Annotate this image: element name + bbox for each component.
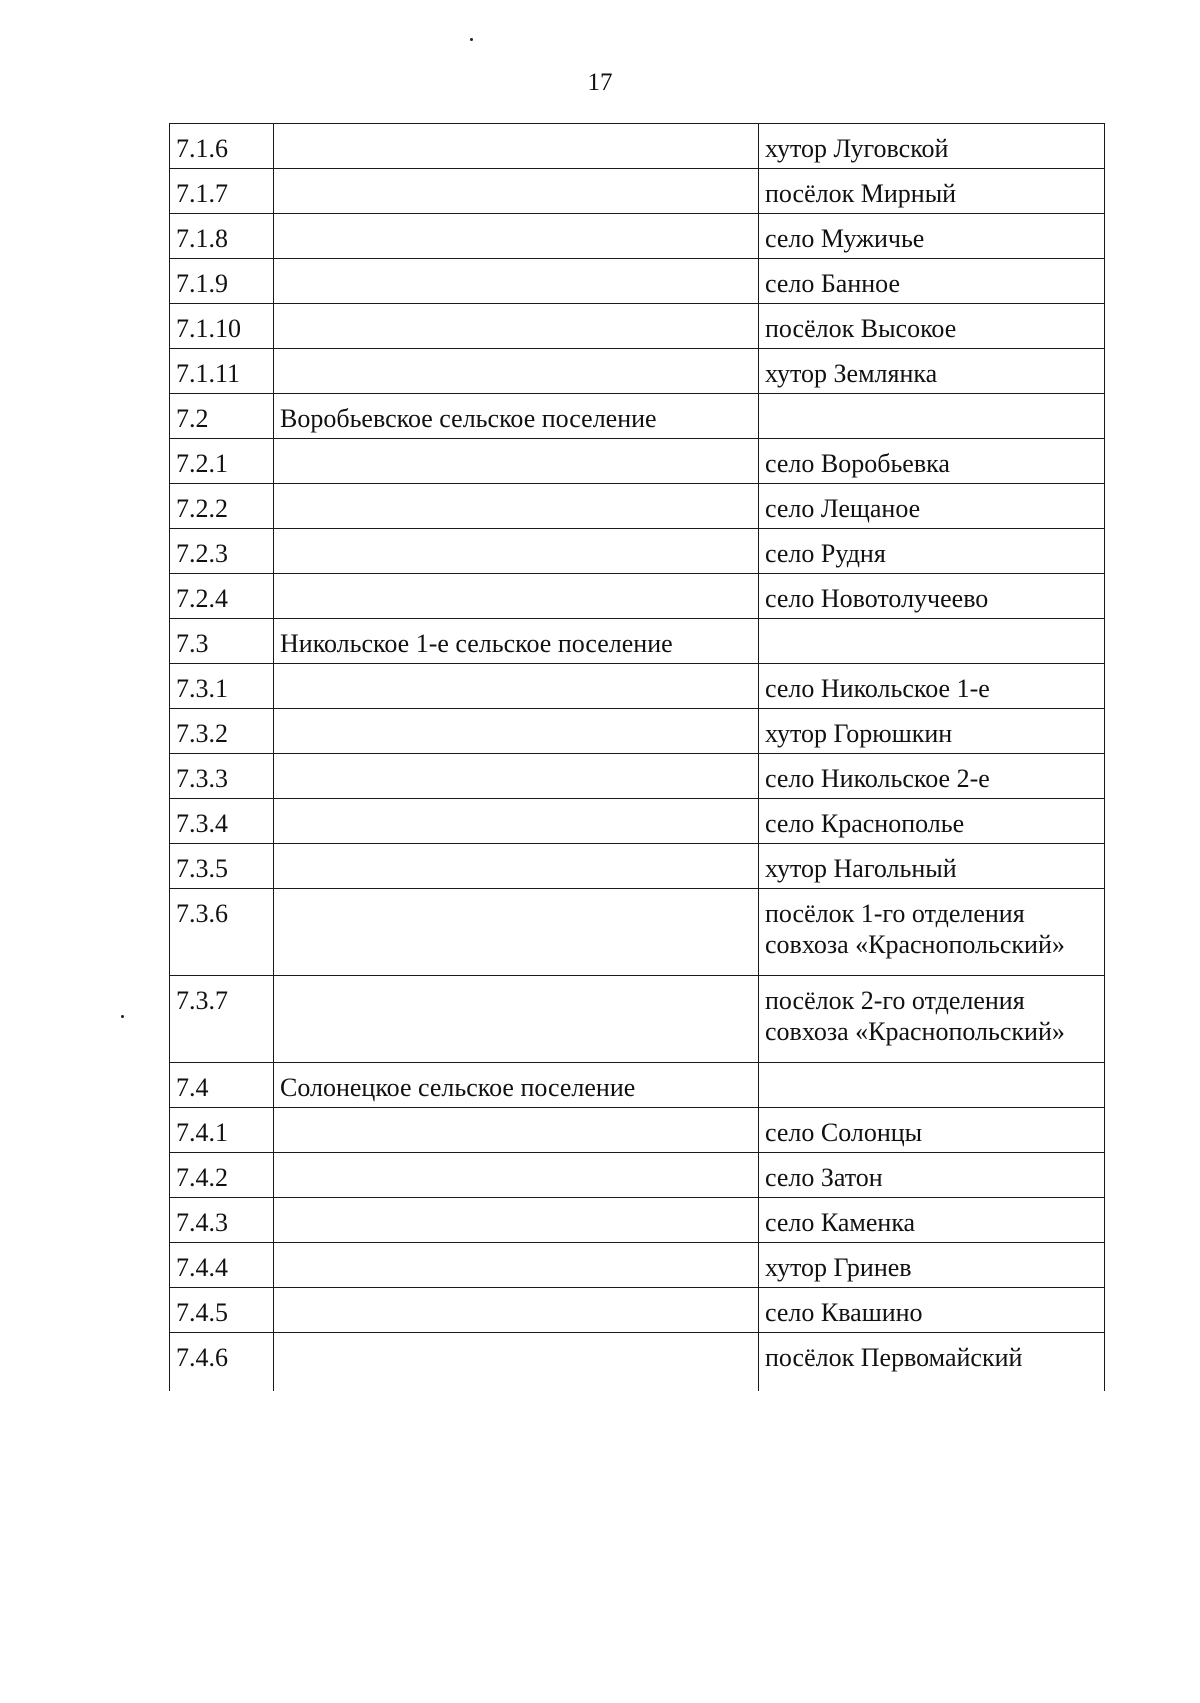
settlement-name xyxy=(274,889,759,976)
scan-speck xyxy=(121,1015,124,1018)
settlement-name xyxy=(274,1153,759,1198)
locality-name: село Воробьевка xyxy=(759,439,1105,484)
settlement-name: Никольское 1-е сельское поселение xyxy=(274,619,759,664)
locality-name: хутор Луговской xyxy=(759,124,1105,169)
locality-name: село Квашино xyxy=(759,1288,1105,1333)
locality-name: хутор Горюшкин xyxy=(759,709,1105,754)
row-code: 7.3.1 xyxy=(170,664,274,709)
locality-name xyxy=(759,619,1105,664)
row-code: 7.4.2 xyxy=(170,1153,274,1198)
settlement-name xyxy=(274,1198,759,1243)
locality-name: село Солонцы xyxy=(759,1108,1105,1153)
table-row xyxy=(170,169,1105,214)
row-code: 7.3 xyxy=(170,619,274,664)
row-code: 7.1.7 xyxy=(170,169,274,214)
settlement-name xyxy=(274,664,759,709)
row-code: 7.3.6 xyxy=(170,889,274,976)
locality-name: село Никольское 2-е xyxy=(759,754,1105,799)
settlement-name: Солонецкое сельское поселение xyxy=(274,1063,759,1108)
locality-name: село Краснополье xyxy=(759,799,1105,844)
table-row xyxy=(170,844,1105,889)
table-row xyxy=(170,529,1105,574)
row-code: 7.2.1 xyxy=(170,439,274,484)
table-row xyxy=(170,574,1105,619)
table-row xyxy=(170,664,1105,709)
settlement-name xyxy=(274,1333,759,1391)
settlement-name xyxy=(274,349,759,394)
settlement-name xyxy=(274,754,759,799)
row-code: 7.1.8 xyxy=(170,214,274,259)
settlement-name xyxy=(274,574,759,619)
locality-name: село Новотолучеево xyxy=(759,574,1105,619)
table-row-settlement-heading xyxy=(170,619,1105,664)
table-row xyxy=(170,484,1105,529)
locality-name: хутор Гринев xyxy=(759,1243,1105,1288)
table-row xyxy=(170,1153,1105,1198)
locality-name: посёлок Мирный xyxy=(759,169,1105,214)
row-code: 7.2.4 xyxy=(170,574,274,619)
locality-name: хутор Нагольный xyxy=(759,844,1105,889)
row-code: 7.1.10 xyxy=(170,304,274,349)
page-number: 17 xyxy=(587,69,613,96)
table-row xyxy=(170,1198,1105,1243)
settlement-name xyxy=(274,214,759,259)
row-code: 7.4.1 xyxy=(170,1108,274,1153)
settlement-name xyxy=(274,1108,759,1153)
table-row xyxy=(170,259,1105,304)
settlement-name xyxy=(274,124,759,169)
settlement-name xyxy=(274,529,759,574)
table-row xyxy=(170,1243,1105,1288)
locality-name xyxy=(759,394,1105,439)
locality-name: посёлок Первомайский xyxy=(759,1333,1105,1391)
locality-name: село Рудня xyxy=(759,529,1105,574)
settlement-name xyxy=(274,259,759,304)
row-code: 7.4.4 xyxy=(170,1243,274,1288)
row-code: 7.3.5 xyxy=(170,844,274,889)
locality-name: хутор Землянка xyxy=(759,349,1105,394)
settlements-table xyxy=(169,123,1105,1391)
table-row xyxy=(170,976,1105,1063)
locality-name: посёлок 1-го отделения совхоза «Краснопольский» xyxy=(759,889,1105,976)
settlement-name xyxy=(274,169,759,214)
locality-name: село Никольское 1-е xyxy=(759,664,1105,709)
table-row xyxy=(170,439,1105,484)
locality-name: село Мужичье xyxy=(759,214,1105,259)
table-row-settlement-heading xyxy=(170,394,1105,439)
row-code: 7.4.3 xyxy=(170,1198,274,1243)
locality-name: посёлок Высокое xyxy=(759,304,1105,349)
locality-name: село Каменка xyxy=(759,1198,1105,1243)
row-code: 7.4.5 xyxy=(170,1288,274,1333)
row-code: 7.1.9 xyxy=(170,259,274,304)
table-row xyxy=(170,1288,1105,1333)
row-code: 7.3.2 xyxy=(170,709,274,754)
settlement-name xyxy=(274,976,759,1063)
table-row xyxy=(170,754,1105,799)
settlement-name xyxy=(274,799,759,844)
row-code: 7.4 xyxy=(170,1063,274,1108)
settlement-name xyxy=(274,484,759,529)
locality-name: село Затон xyxy=(759,1153,1105,1198)
row-code: 7.3.3 xyxy=(170,754,274,799)
settlement-name xyxy=(274,709,759,754)
row-code: 7.2.2 xyxy=(170,484,274,529)
table-row-settlement-heading xyxy=(170,1063,1105,1108)
table-row xyxy=(170,709,1105,754)
row-code: 7.4.6 xyxy=(170,1333,274,1391)
locality-name: село Лещаное xyxy=(759,484,1105,529)
row-code: 7.2 xyxy=(170,394,274,439)
row-code: 7.1.6 xyxy=(170,124,274,169)
locality-name: посёлок 2-го отделения совхоза «Краснопольский» xyxy=(759,976,1105,1063)
table-row xyxy=(170,799,1105,844)
table-row xyxy=(170,1333,1105,1391)
row-code: 7.3.7 xyxy=(170,976,274,1063)
scan-speck xyxy=(470,38,473,41)
table-row xyxy=(170,214,1105,259)
locality-name xyxy=(759,1063,1105,1108)
settlement-name xyxy=(274,1288,759,1333)
settlement-name xyxy=(274,1243,759,1288)
settlement-name: Воробьевское сельское поселение xyxy=(274,394,759,439)
row-code: 7.1.11 xyxy=(170,349,274,394)
table-row xyxy=(170,1108,1105,1153)
row-code: 7.3.4 xyxy=(170,799,274,844)
settlement-name xyxy=(274,304,759,349)
table-row xyxy=(170,124,1105,169)
table-row xyxy=(170,349,1105,394)
settlement-name xyxy=(274,844,759,889)
locality-name: село Банное xyxy=(759,259,1105,304)
table-row xyxy=(170,304,1105,349)
row-code: 7.2.3 xyxy=(170,529,274,574)
settlement-name xyxy=(274,439,759,484)
table-row xyxy=(170,889,1105,976)
